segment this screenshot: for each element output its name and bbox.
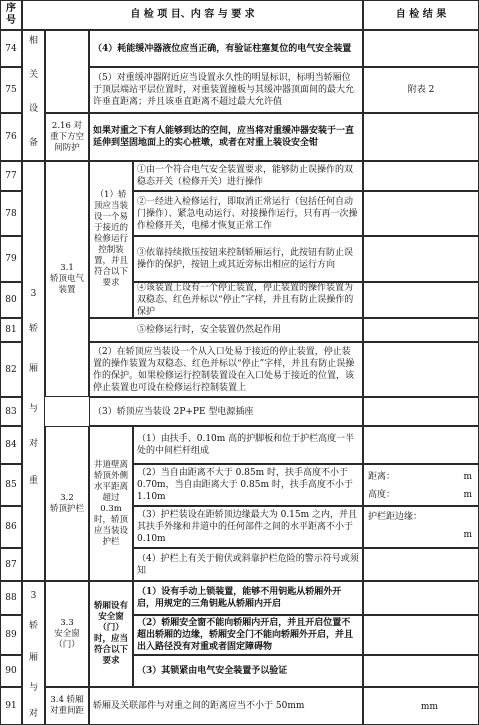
section-char: 厢 [28,653,38,663]
row-no: 89 [0,615,22,655]
result-78 [363,191,479,236]
item-84: （1）由扶手、0.10m 高的护脚板和位于护栏高度一半处的中间栏杆组成 [133,426,363,464]
result-91 [363,687,479,725]
item-90: （3）其锁紧由电气安全装置予以验证 [133,655,363,687]
result-76 [363,113,479,161]
subsection-3-4: 3.4 轿厢对重间距 [45,687,89,725]
row-no: 86 [0,506,22,548]
row-no: 79 [0,236,22,282]
result-75-attachment: 附表 2 [363,67,479,113]
section-related-equipment [22,30,45,161]
group-number: 3.3 [60,617,74,628]
item-79: ③依靠持续揿压按钮来控制轿厢运行，此按钮有防止误操作的保护，按钮上或其近旁标出相应的运行方向 [133,236,363,282]
clearance-unit: mm [420,702,438,712]
subsection-blank [45,30,89,113]
row-no: 85 [0,464,22,506]
section-char: 设 [28,104,38,114]
section-char: 与 [28,683,38,693]
section-char: 关 [28,70,38,80]
group-3-2 [45,426,89,581]
item-89: （2）轿厢安全窗不能向轿厢内开启，并且开启位置不超出轿厢的边缘，轿厢安全门不能向轿厢外开启，并且出入路径没有对重或者固定障碍物 [133,615,363,655]
item-87: （4）护栏上有关于俯伏或斜靠护栏危险的警示符号或须知 [133,548,363,581]
section-char: 相 [28,36,38,46]
item-88: （1）设有手动上锁装置，能够不用钥匙从轿厢外开启，用规定的三角钥匙从轿厢内开启 [133,581,363,615]
row-no: 76 [0,113,22,161]
edge-unit: m [463,530,472,540]
section-char: 对 [28,439,38,449]
result-83 [363,397,479,426]
section-char: 厢 [28,364,38,374]
group-number: 3.2 [60,492,74,503]
group-name: 安全窗（门） [54,628,80,650]
distance-unit: m [463,472,472,482]
item-78: ②一经进入检修运行，即取消正常运行（包括任何自动门操作）、紧急电动运行、对接操作运行，只有再一次操作检修开关，电梯才恢复正常工作 [133,191,363,236]
item-77: ①由一个符合电气安全装置要求，能够防止误操作的双稳态开关（检修开关）进行操作 [133,161,363,191]
section-char: 与 [28,404,38,414]
item-75: （5）对重缓冲器附近应当设置永久性的明显标识，标明当轿厢位于顶层端站平层位置时，对重装置撞板与其缓冲器顶面间的最大允许垂直距离；并且该垂直距离不超过最大允许值 [89,67,363,113]
row-no: 75 [0,67,22,113]
section-char: 重 [28,476,38,486]
item-74: （4）耗能缓冲器液位应当正确，有验证柱塞复位的电气安全装置 [89,30,363,67]
result-86-edge [363,506,479,548]
row-no: 83 [0,397,22,426]
result-84 [363,426,479,464]
result-77 [363,161,479,191]
result-74 [363,30,479,67]
section-car-counterweight [22,161,45,581]
section-number: 3 [30,289,37,299]
row-no: 87 [0,548,22,581]
row-no: 82 [0,342,22,397]
distance-label: 距离： [368,472,396,482]
header-no: 序号 [0,0,22,30]
row-no: 78 [0,191,22,236]
height-unit: m [463,490,472,500]
item-91: 轿厢及关联部件与对重之间的距离应当不小于 50mm [89,687,363,725]
result-90 [363,655,479,687]
result-79 [363,236,479,282]
result-80 [363,282,479,318]
section-number: 3 [30,591,37,601]
item-81: ⑤检修运行时，安全装置仍然起作用 [89,318,363,342]
result-85-measurements [363,464,479,506]
result-89 [363,615,479,655]
edge-label: 护栏距边缘： [368,512,423,522]
item-85: （2）当自由距离不大于 0.85m 时，扶手高度不小于 0.70m，当自由距离大于 0.85m 时，扶手高度不小于 1.10m [133,464,363,506]
item-82: （2）在轿顶应当装设一个从入口处易于接近的停止装置，停止装置的操作装置为双稳态、红色并标以“停止”字样，并且有防止误操作的保护。如果检修运行控制装置设在入口处易于接近的位置，该停止装置也可设在检修运行控制装置上 [89,342,363,397]
group-3-2-sub: 井道壁离轿顶外侧水平距离超过 0.3m 时，轿顶应当装设护栏 [89,426,133,581]
header-items: 自 检 项 目、内 容 与 要 求 [22,0,363,30]
item-83: （3）轿顶应当装设 2P+PE 型电源插座 [89,397,363,426]
item-80: ④该装置上设有一个停止装置，停止装置的操作装置为双稳态、红色并标以“停止”字样，并且有防止误操作的保护 [133,282,363,318]
group-number: 3.1 [60,262,74,273]
result-82 [363,342,479,397]
group-name: 轿顶护栏 [49,503,84,514]
row-no: 74 [0,30,22,67]
result-81 [363,318,479,342]
result-87 [363,548,479,581]
section-char: 备 [28,138,38,148]
row-no: 84 [0,426,22,464]
section-car-counterweight-2 [22,581,45,725]
row-no: 88 [0,581,22,615]
section-char: 对 [28,709,38,719]
group-name: 轿顶电气装置 [49,273,84,295]
row-no: 77 [0,161,22,191]
subsection-2-16: 2.16 对重下方空间防护 [45,113,89,161]
item-76: 如果对重之下有人能够到达的空间，应当将对重缓冲器安装于一直延伸到坚固地面上的实心桩墩，或者在对重上装设安全钳 [89,113,363,161]
group-3-3-sub: 轿厢设有安全窗（门）时，应当符合以下要求 [89,581,133,687]
height-label: 高度： [368,490,396,500]
row-no: 80 [0,282,22,318]
result-88 [363,581,479,615]
row-no: 81 [0,318,22,342]
group-3-1 [45,161,89,397]
item-86: （3）护栏装设在距轿顶边缘最大为 0.15m 之内，并且其扶手外缘和井道中的任何部件之间的水平距离不小于 0.10m [133,506,363,548]
group-3-3 [45,581,89,687]
section-char: 轿 [28,324,38,334]
header-result: 自 检 结 果 [363,0,479,30]
row-no: 90 [0,655,22,687]
section-char: 轿 [28,621,38,631]
group-3-1-sub: （1）轿顶应当装设一个易于接近的检修运行控制装置，并且符合以下要求 [89,161,133,318]
row-no: 91 [0,687,22,725]
